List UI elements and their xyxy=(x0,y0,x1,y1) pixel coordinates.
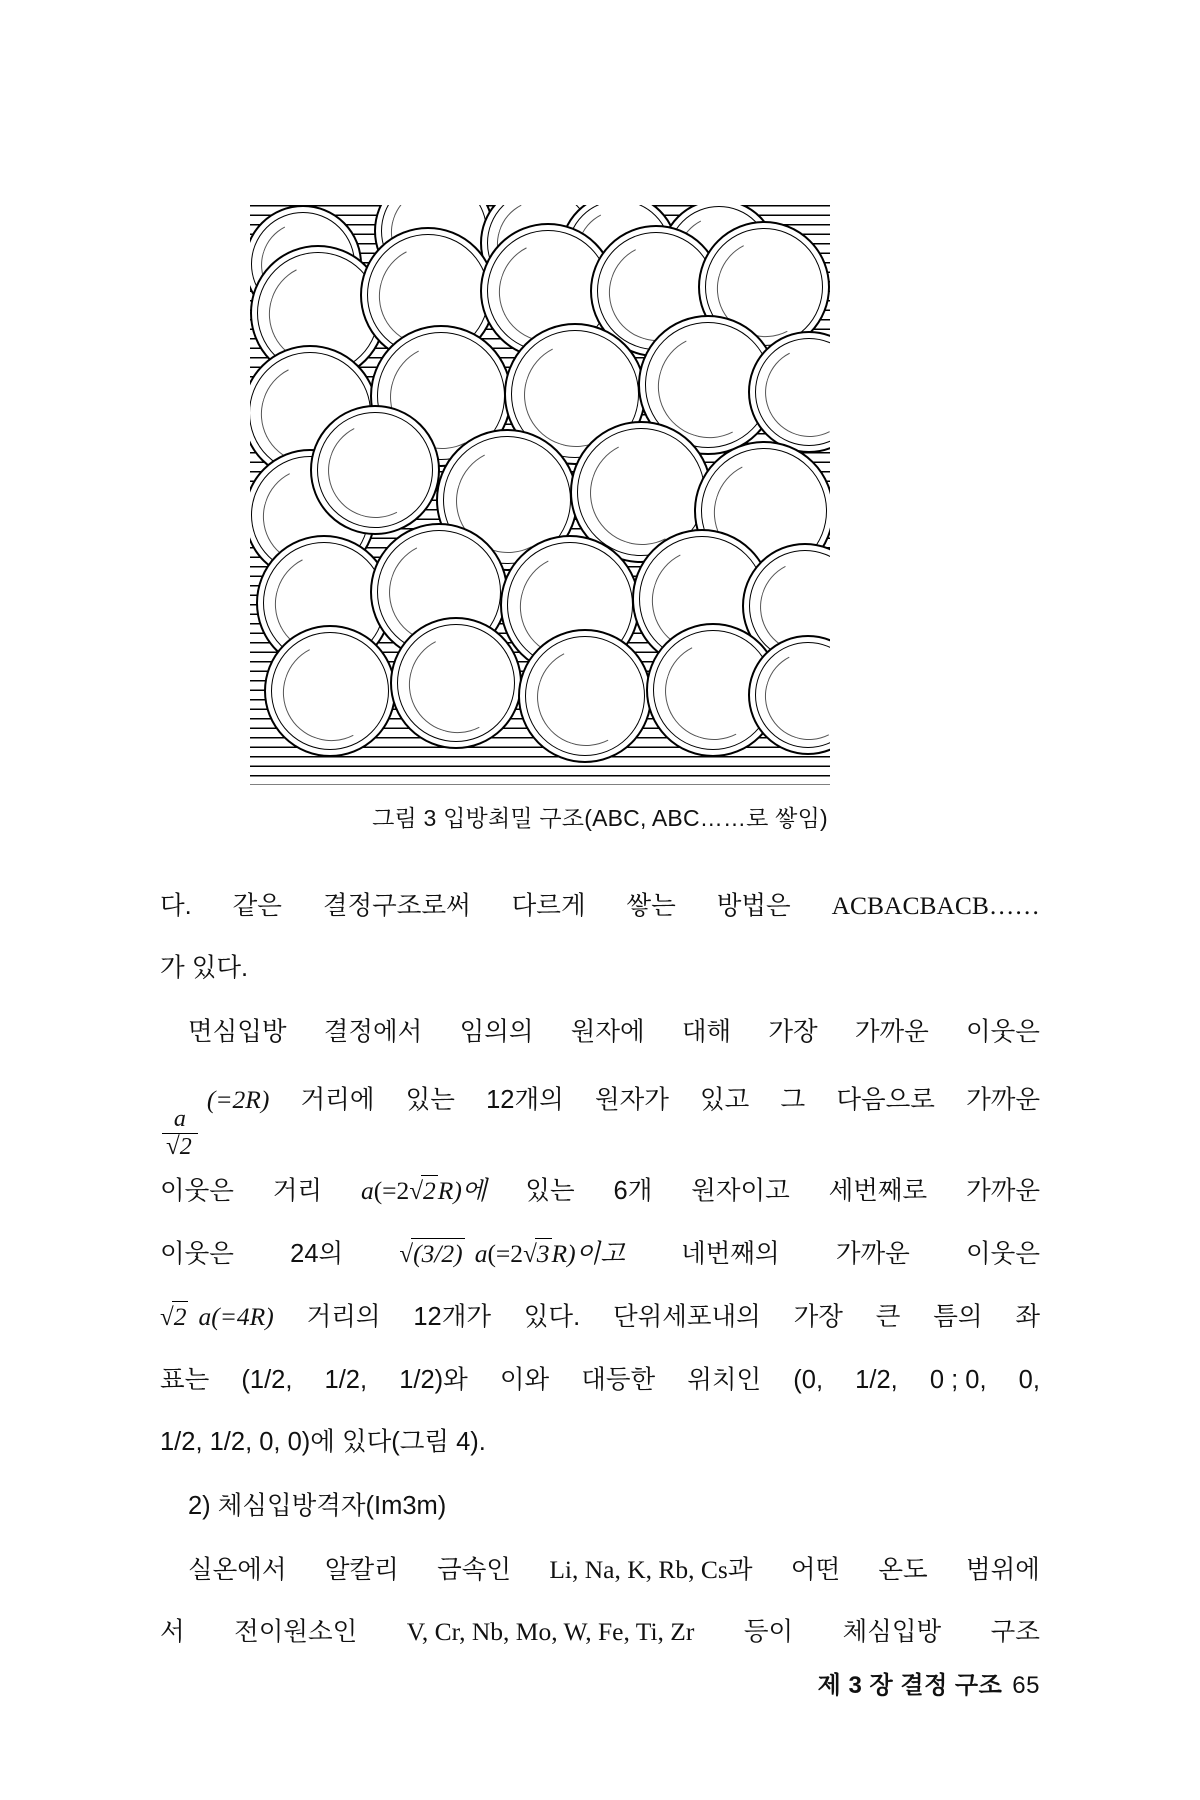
paragraph-2 xyxy=(160,1001,1040,1473)
math-token: (=2R) xyxy=(206,1085,270,1114)
sqrt xyxy=(409,1160,437,1223)
text-token: 표는 xyxy=(160,1365,210,1394)
text-token: 단위세포내의 xyxy=(612,1302,761,1331)
text-token: 전이원소인 xyxy=(234,1617,358,1646)
text-token: 있고 xyxy=(700,1086,750,1114)
text-token: 결정에서 xyxy=(323,1018,423,1046)
radicand: 2 xyxy=(423,1175,436,1205)
text-token: 0, xyxy=(1018,1365,1040,1394)
radicand: 3 xyxy=(536,1238,550,1268)
figure-3-ccp xyxy=(250,205,830,785)
text-token: 이웃은 xyxy=(160,1239,234,1268)
radical-sign: √ xyxy=(409,1177,424,1205)
text-token: 이웃은 xyxy=(966,1018,1040,1046)
text-token: 6개 xyxy=(613,1176,653,1205)
text-token: 거리 xyxy=(272,1176,323,1205)
math-variable: a xyxy=(360,1175,374,1205)
text-token: 틈의 xyxy=(933,1302,983,1331)
radicand: 2 xyxy=(173,1301,187,1331)
text-token: 1/2, xyxy=(855,1365,898,1394)
element-list: Li, Na, K, Rb, Cs과 xyxy=(549,1554,753,1584)
page-number: 65 xyxy=(1012,1672,1040,1699)
math-variable: a xyxy=(474,1238,488,1268)
text-token: 등이 xyxy=(743,1617,794,1646)
text-token: 온도 xyxy=(878,1555,928,1584)
text-token: 이웃은 xyxy=(966,1239,1040,1268)
math-token: R)에 xyxy=(437,1175,487,1205)
text-token: 서 xyxy=(160,1617,185,1646)
page-footer xyxy=(818,1665,1040,1700)
text-line-math xyxy=(160,1223,1040,1286)
text-token: 임의의 xyxy=(459,1018,534,1046)
text-token: 범위에 xyxy=(966,1555,1040,1584)
text-token: 가장 xyxy=(793,1302,843,1331)
text-token: 면심입방 xyxy=(188,1018,287,1046)
math-expression xyxy=(160,1063,269,1160)
text-token: 가까운 xyxy=(966,1086,1040,1114)
text-token: 구조 xyxy=(990,1617,1040,1646)
text-line xyxy=(160,1539,1040,1601)
text-line xyxy=(160,875,1040,937)
text-token: 1/2, 1/2, 0, 0)에 있다(그림 4). xyxy=(160,1427,486,1456)
text-token: 가장 xyxy=(768,1018,818,1046)
math-token: (=2 xyxy=(373,1175,410,1205)
text-token: ACBACBACB…… xyxy=(831,891,1040,920)
radical-sign: √ xyxy=(523,1240,537,1268)
text-token: 거리에 xyxy=(300,1086,375,1114)
math-expression xyxy=(361,1160,487,1223)
text-token: 원자이고 xyxy=(691,1176,790,1205)
text-token: 결정구조로써 xyxy=(322,892,471,920)
text-line-math xyxy=(160,1063,1040,1160)
math-token: R)이고 xyxy=(551,1238,625,1268)
sphere xyxy=(310,405,440,535)
radical-sign: √ xyxy=(399,1240,414,1268)
text-token: 방법은 xyxy=(716,892,791,920)
text-token: 같은 xyxy=(232,892,282,920)
text-line-math xyxy=(160,1286,1040,1349)
element-list: V, Cr, Nb, Mo, W, Fe, Ti, Zr xyxy=(406,1616,695,1646)
text-line xyxy=(160,1001,1040,1063)
paragraph-4 xyxy=(160,1539,1040,1663)
fraction-a-over-sqrt2 xyxy=(162,1107,198,1159)
text-token: 있는 xyxy=(405,1086,455,1114)
text-token: 있는 xyxy=(525,1176,575,1205)
text-token: 거리의 xyxy=(306,1302,381,1331)
text-token: (1/2, xyxy=(241,1365,293,1394)
text-line xyxy=(160,1601,1040,1663)
text-token: (0, xyxy=(793,1365,824,1394)
text-token: 실온에서 xyxy=(188,1555,287,1584)
text-token: 12개가 xyxy=(413,1302,491,1331)
text-token: 12개의 xyxy=(486,1086,564,1114)
text-token: 네번째의 xyxy=(681,1239,780,1268)
math-expression xyxy=(160,1286,274,1349)
figure-container xyxy=(250,205,830,785)
paragraph-1 xyxy=(160,875,1040,999)
text-token: 체심입방 xyxy=(842,1617,942,1646)
radical-sign: √ xyxy=(160,1303,174,1331)
text-token: 이와 xyxy=(499,1365,550,1394)
text-line xyxy=(160,937,1040,999)
sqrt xyxy=(523,1223,551,1286)
text-token: 세번째로 xyxy=(828,1176,928,1205)
text-line xyxy=(160,1411,1040,1473)
sqrt xyxy=(160,1286,188,1349)
text-token: 가까운 xyxy=(835,1239,910,1268)
text-token: 그 xyxy=(780,1086,806,1114)
text-token: 다음으로 xyxy=(836,1086,935,1114)
text-token: 1/2)와 xyxy=(399,1365,468,1394)
text-token: 있다. xyxy=(523,1302,581,1331)
sqrt xyxy=(166,1134,194,1160)
fraction-numerator: a xyxy=(173,1106,186,1133)
text-token: 0 ; 0, xyxy=(929,1365,987,1394)
math-token: (=2 xyxy=(487,1238,524,1268)
math-token: (=4R) xyxy=(211,1301,274,1331)
text-token: 큰 xyxy=(875,1302,901,1331)
text-token: 금속인 xyxy=(437,1555,512,1584)
body-text xyxy=(160,875,1040,1665)
text-token: 알칼리 xyxy=(324,1555,399,1584)
fraction-denominator xyxy=(162,1134,198,1160)
text-token: 다르게 xyxy=(511,892,586,920)
radicand: (3/2) xyxy=(413,1238,463,1268)
sphere xyxy=(390,617,522,749)
text-token: 이웃은 xyxy=(160,1176,234,1205)
radicand: 2 xyxy=(179,1133,192,1160)
text-token: 원자에 xyxy=(570,1018,645,1046)
text-token: 쌓는 xyxy=(626,892,676,920)
text-token: 원자가 xyxy=(594,1086,669,1114)
text-token: 대등한 xyxy=(581,1365,656,1394)
math-variable: a xyxy=(198,1301,212,1331)
text-line xyxy=(160,1349,1040,1411)
text-token: 좌 xyxy=(1015,1302,1040,1331)
sqrt xyxy=(399,1223,464,1286)
math-expression xyxy=(399,1223,625,1286)
text-token: 다. xyxy=(160,892,192,920)
chapter-label: 제 3 장 결정 구조 xyxy=(817,1672,1003,1699)
sphere xyxy=(264,625,396,757)
text-token: 어떤 xyxy=(790,1555,841,1584)
section-heading: 2) 체심입방격자(Im3m) xyxy=(188,1491,447,1520)
text-token: 24의 xyxy=(290,1239,344,1268)
text-token: 가까운 xyxy=(966,1176,1040,1205)
figure-caption: 그림 3 입방최밀 구조(ABC, ABC……로 쌓임) xyxy=(372,805,828,831)
radical-sign: √ xyxy=(166,1132,180,1160)
text-line-math xyxy=(160,1160,1040,1223)
text-token: 가 있다. xyxy=(160,954,249,982)
text-token: 가까운 xyxy=(854,1018,929,1046)
text-token: 위치인 xyxy=(687,1365,762,1394)
text-token: 1/2, xyxy=(324,1365,368,1394)
sphere xyxy=(518,629,652,763)
text-token: 대해 xyxy=(681,1018,732,1046)
